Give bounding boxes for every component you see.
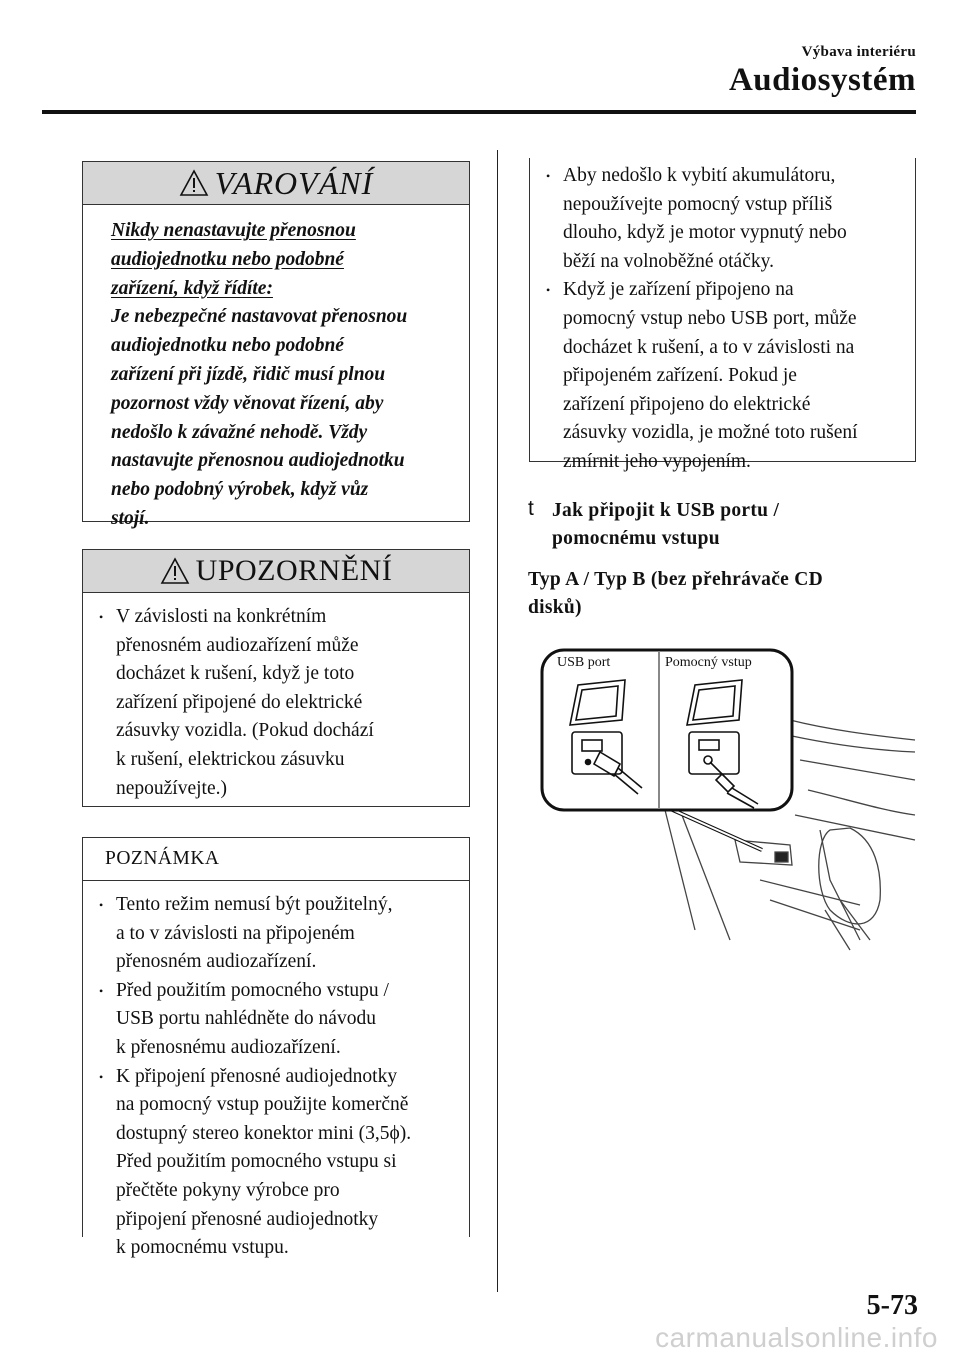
warning-line: Nikdy nenastavujte přenosnou	[111, 220, 356, 241]
caution-list	[83, 593, 469, 803]
header-rule	[42, 110, 916, 114]
caution-title: UPOZORNĚNÍ	[195, 554, 393, 587]
notes-continuation-box	[529, 158, 916, 472]
warning-line: nebo podobný výrobek, když vůz	[111, 479, 369, 501]
warning-line: zařízení při jízdě, řidič musí plnou	[111, 363, 386, 385]
warning-line: Je nebezpečné nastavovat přenosnou	[111, 306, 408, 328]
section-marker: t	[528, 497, 534, 520]
warning-box	[82, 161, 470, 529]
warning-line: pozornost vždy věnovat řízení, aby	[111, 392, 384, 414]
warning-text	[83, 205, 469, 534]
page-number: 5-73	[866, 1290, 918, 1321]
subsection-heading: Typ A / Typ B (bez přehrávače CD disků)	[528, 569, 824, 618]
section-heading: Jak připojit k USB portu / pomocnému vstupu	[552, 500, 780, 549]
note-box	[82, 837, 470, 1259]
warning-line: stojí.	[111, 507, 150, 529]
warning-title: VAROVÁNÍ	[214, 164, 374, 201]
notes-continuation-list	[530, 158, 915, 477]
chapter-title: Audiosystém	[728, 62, 916, 98]
list-item: • V závislosti na konkrétním přenosném audiozařízení může docházet k rušení, když je toto zařízení připojené do elektrické zásuvky vozidla. (Pokud dochází k rušení, elektrickou zásuvku nepoužívejte.)	[90, 603, 453, 803]
list-item: • Tento režim nemusí být použitelný, a to v závislosti na připojeném přenosném audiozařízení.	[90, 891, 459, 977]
aux-input-label: Pomocný vstup	[665, 655, 752, 670]
column-divider	[497, 150, 498, 1292]
list-item: • K připojení přenosné audiojednotky na pomocný vstup použijte komerčně dostupný stereo konektor mini (3,5ϕ). Před použitím pomocného vstupu si přečtěte pokyny výrobce pro připojení přenosné audiojednotky k pomocnému vstupu.	[90, 1063, 459, 1263]
warning-triangle-icon	[160, 557, 190, 585]
list-item: • Před použitím pomocného vstupu / USB portu nahlédněte do návodu k přenosnému audiozařízení.	[90, 977, 459, 1063]
caution-box	[82, 549, 470, 807]
note-list	[83, 881, 469, 1263]
section-header: Výbava interiéru	[801, 44, 916, 60]
warning-triangle-icon	[179, 169, 209, 197]
list-item: • Když je zařízení připojeno na pomocný vstup nebo USB port, může docházet k rušení, a to v závislosti na připojeném zařízení. Pokud je zařízení připojeno do elektrické zásuvky vozidla, je možné toto rušení zmírnit jeho vypojením.	[537, 276, 909, 476]
connection-figure	[530, 640, 920, 960]
list-item: • Aby nedošlo k vybití akumulátoru, nepoužívejte pomocný vstup příliš dlouho, když je motor vypnutý nebo běží na volnoběžné otáčky.	[537, 162, 909, 276]
warning-line: nedošlo k závažné nehodě. Vždy	[111, 421, 368, 443]
warning-header	[83, 162, 469, 205]
watermark: carmanualsonline.info	[655, 1322, 938, 1353]
usb-aux-illustration	[530, 640, 920, 960]
caution-header	[83, 550, 469, 593]
warning-line: nastavujte přenosnou audiojednotku	[111, 450, 405, 472]
usb-port-label: USB port	[557, 655, 611, 670]
warning-line: audiojednotku nebo podobné	[111, 335, 344, 357]
warning-line: zařízení, když řídíte:	[111, 277, 273, 299]
note-title: POZNÁMKA	[83, 838, 469, 881]
warning-line: audiojednotku nebo podobné	[111, 248, 344, 270]
